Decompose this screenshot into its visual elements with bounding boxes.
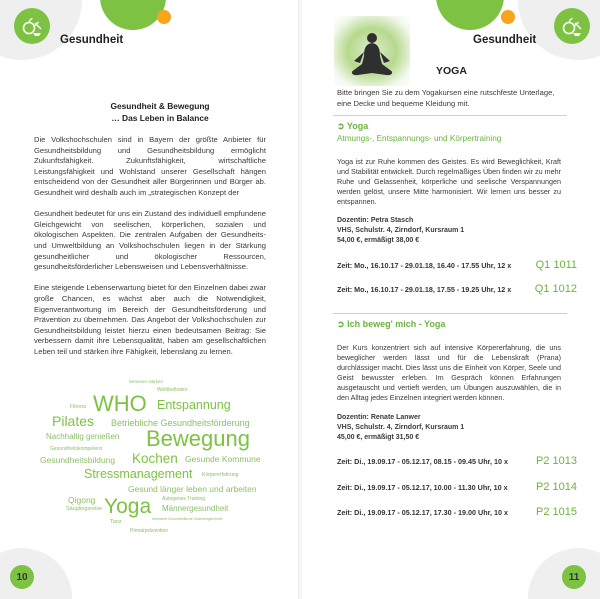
meditation-silhouette [334,16,410,86]
course-details [337,413,561,443]
course-slot [337,506,577,518]
slot-time: Zeit: Mo., 16.10.17 - 29.01.18, 17.55 - 19.25 Uhr, 12 x [337,284,512,294]
course-location: VHS, Schulstr. 4, Zirndorf, Kursraum 1 [337,227,465,234]
course-title-text: Ich beweg' mich - Yoga [347,319,446,329]
course-code: Q1 1012 [534,283,577,295]
word-cloud-term: Pilates [52,413,95,429]
word-cloud-term: Autogenes Training [162,496,206,502]
paragraph: Gesundheit bedeutet für uns ein Zustand des individuell empfundene Gleichgewicht von seelischen, körperlichen, sozialen und ökologischen Aspekten. Die zentralen Aufgaben der Gesundheits- und Umweltbildung an Volkshochschulen liegen in der Stärkung gesundheitlicher und ökologischer Ressourcen, gesundheitsförderlicher Lebensweisen und Lebensverhältnisse. [34,209,266,272]
decor-circle-orange [501,10,515,24]
word-cloud-term: Tanz [110,519,122,525]
slot-time: Zeit: Di., 19.09.17 - 05.12.17, 08.15 - 09.45 Uhr, 10 x [337,456,509,466]
course-subtitle: Atmungs-, Entspannungs- und Körpertraining [337,134,502,143]
word-cloud-term: WHO [93,391,147,416]
slot-time: Zeit: Di., 19.09.17 - 05.12.17, 17.30 - 19.00 Uhr, 10 x [337,507,509,517]
course-description: Der Kurs konzentriert sich auf intensive Körpererfahrung, die uns beweglicher werden lässt und für die Lebenskraft (Prana) durchlässiger macht. Dies lässt uns die Einheit von Körper, Seele und Geist bewusster erleben. Im Gespräch können Erfahrungen ausgetauscht und vertieft werden, um Übungen auszuwählen, die in den Alltag jedes Einzelnen integriert werden können. [337,343,561,402]
course-code: P2 1013 [536,455,577,467]
course-slot [337,455,577,467]
article-heading-line1: Gesundheit & Bewegung [110,101,210,111]
page-number: 11 [562,565,586,589]
word-cloud-term: Gesund länger leben und arbeiten [128,484,257,494]
word-cloud-term: Männergesundheit [162,504,229,513]
course-code: P2 1015 [536,506,577,518]
course-title [337,319,445,330]
section-title: Gesundheit [473,34,537,46]
word-cloud-term: Säuglingsreise [66,506,103,512]
healthy-food-icon [14,8,50,44]
word-cloud-term: Netzwerk Gesundheitliche Chancengleichheit [152,517,223,521]
healthy-food-icon [554,8,590,44]
slot-time: Zeit: Di., 19.09.17 - 05.12.17, 10.00 - 11.30 Uhr, 10 x [337,482,508,492]
spine [298,0,302,599]
course-slot [337,259,577,271]
decor-circle-green [436,0,504,30]
word-cloud-term: Yoga [104,495,152,518]
article-body [34,135,266,368]
word-cloud-term: Gesundheitskompetenz [50,446,103,452]
decor-circle-orange [157,10,171,24]
paragraph: Eine steigende Lebenserwartung bietet für den Einzelnen dabei zwar große Chancen, es wächst aber auch die Notwendigkeit, Eigenverantwortung im Bereich der Gesundheitsförderung und Prävention zu übernehmen. Das Angebot der Volkshochschulen zur Gesundheitsbildung leistet hierzu einen bedeutsamen Beitrag: Sie verbessern damit ihre Lebensqualität, haben am gesellschaftlichen Leben teil und stärken ihre Fähigkeit, lebenslang zu lernen. [34,283,266,356]
intro-text: Bitte bringen Sie zu dem Yogakursen eine rutschfeste Unterlage, eine Decke und bequeme Kleidung mit. [337,88,555,108]
course-title [337,121,368,132]
word-cloud-term: Körpererfahrung [202,472,239,478]
word-cloud-term: Primärprävention [130,528,169,534]
word-cloud-term: Fitness [70,404,87,410]
word-cloud-term: Kochen [132,451,178,466]
word-cloud-term: Entspannung [157,398,231,412]
article-heading [60,100,260,124]
word-cloud-term: Stressmanagement [84,467,193,481]
course-title-text: Yoga [346,121,369,131]
arrow-icon: ➲ [337,319,345,329]
word-cloud-term: Wohlbefinden [157,387,188,393]
slot-time: Zeit: Mo., 16.10.17 - 29.01.18, 16.40 - 17.55 Uhr, 12 x [337,260,512,270]
course-price: 54,00 €, ermäßigt 38,00 € [337,237,420,244]
word-cloud-term: Bewegung [146,426,250,451]
course-details [337,216,561,246]
course-code: P2 1014 [536,481,577,493]
course-slot [337,481,577,493]
word-cloud-term: Gesunde Kommune [185,454,261,464]
course-teacher: Dozentin: Petra Stasch [337,217,414,224]
course-description: Yoga ist zur Ruhe kommen des Geistes. Es wird Beweglichkeit, Kraft und Stabilität entwickelt. Durch regelmäßiges Üben finden wir zu mehr Ruhe und Gelassenheit, körperliche und seelische Verspannungen werden gelöst, unsere Mitte harmonisiert. Wir lernen uns besser zu entspannen. [337,157,561,206]
course-slot [337,283,577,295]
article-heading-line2: … Das Leben in Balance [111,113,209,123]
course-location: VHS, Schulstr. 4, Zirndorf, Kursraum 1 [337,424,465,431]
word-cloud-term: Senioren stärken [129,379,164,384]
word-cloud-term: Qigong [68,495,96,505]
section-title: Gesundheit [60,34,124,46]
course-price: 45,00 €, ermäßigt 31,50 € [337,434,420,441]
course-code: Q1 1011 [535,259,577,271]
paragraph: Die Volkshochschulen sind in Bayern der größte Anbieter für Gesundheitsbildung und Gesundheitsbildung ermöglicht Zukunftsfähigkeit. Zukunftsfähigkeit, wirtschaftliche Leistungsfähigkeit und Wohlstand unserer Gesellschaft hängen entscheidend von der Gesundheit aller Bürgerinnen und Bürger ab. Gesundheit wird deshalb auch im „strategischen Konzept der [34,135,266,197]
arrow-icon: ➲ [337,121,345,131]
word-cloud-term: Nachhaltig genießen [46,432,120,441]
word-cloud-term: Betriebliche Gesundheitsförderung [111,418,250,428]
word-cloud [40,380,280,555]
course-teacher: Dozentin: Renate Lanwer [337,414,421,421]
yoga-title: YOGA [436,65,467,77]
divider [333,313,567,314]
divider [333,115,567,116]
word-cloud-term: Gesundheitsbildung [40,455,116,465]
page-number: 10 [10,565,34,589]
